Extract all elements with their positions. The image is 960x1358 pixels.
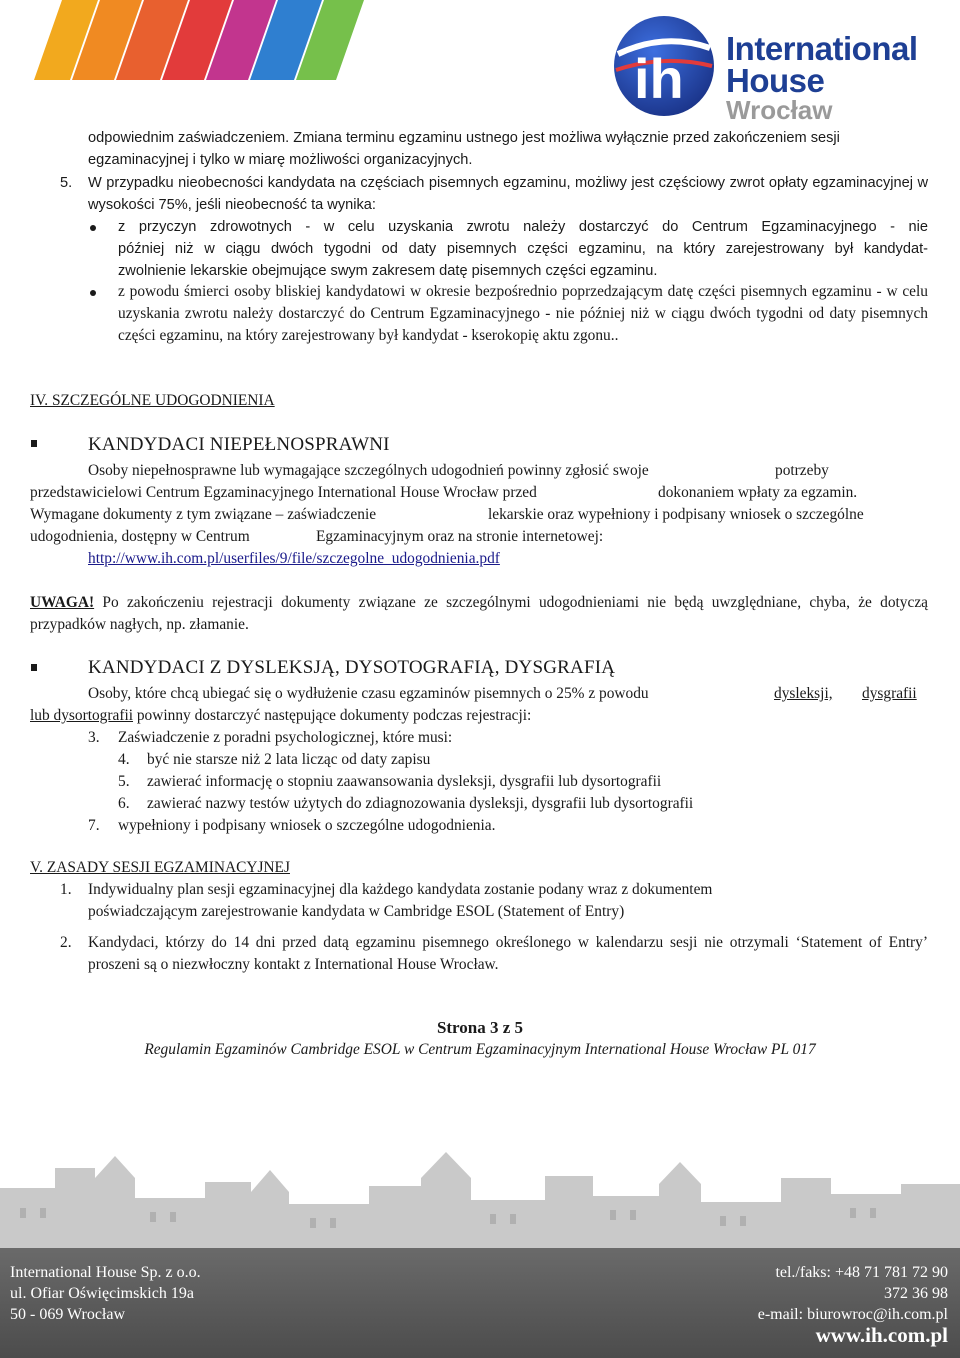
disabled-p4-a: udogodnienia, dostępny w Centrum [30,528,250,545]
disabled-p2-a: przedstawicielowi Centrum Egzaminacyjnego International House Wrocław przed [30,484,537,501]
dyslexia-p1-a: Osoby, które chcą ubiegać się o wydłużenie czasu egzaminów pisemnych o 25% z powodu [88,685,649,702]
contact-phone: tel./faks: +48 71 781 72 90 [775,1264,948,1281]
s5-item-1-line-1: Indywidualny plan sesji egzaminacyjnej dla każdego kandydata zostanie podany wraz z dokumentem [88,881,713,898]
company-contact [758,1262,948,1346]
bullet-1-line-3: zwolnienie lekarskie obejmujące swym zakresem datę pisemnych części egzaminu. [118,263,658,279]
bullet-icon [90,290,96,296]
logo-wordmark [726,32,918,123]
dyslexia-p2-a: lub dysortografii [30,707,134,724]
accommodations-pdf-link[interactable]: http://www.ih.com.pl/userfiles/9/file/szczegolne_udogodnienia.pdf [88,550,500,567]
warning-paragraph [30,592,928,636]
disabled-p2-b: dokonaniem wpłaty za egzamin. [658,484,858,501]
dyslexia-heading: KANDYDACI Z DYSLEKSJĄ, DYSOTOGRAFIĄ, DYSGRAFIĄ [88,657,616,678]
list-item-text: być nie starsze niż 2 lata licząc od daty zapisu [147,751,431,768]
logo-line2: House [726,62,825,99]
s5-item-1-line-2: poświadczającym zarejestrowanie kandydata w Cambridge ESOL (Statement of Entry) [88,903,625,920]
website-link[interactable]: www.ih.com.pl [815,1323,948,1347]
list-item-number: 3. [88,729,100,746]
company-city: 50 - 069 Wrocław [10,1306,126,1323]
list-item-number: 4. [118,751,130,768]
company-name: International House Sp. z o.o. [10,1264,201,1281]
s5-item-2-number: 2. [60,934,72,951]
list-item-text: zawierać informację o stopniu zaawansowania dysleksji, dysgrafii lub dysortografii [147,773,662,790]
page-number: Strona 3 z 5 [436,1018,524,1037]
contact-phone-2: 372 36 98 [884,1285,948,1302]
dyslexia-p2-b: powinny dostarczyć następujące dokumenty podczas rejestracji: [133,707,532,724]
svg-text:ih: ih [634,47,684,110]
list-item-number: 7. [88,817,100,834]
section-4-title: IV. SZCZEGÓLNE UDOGODNIENIA [30,392,275,409]
ih-circle-icon [612,14,716,118]
bullet-1-line-1: z przyczyn zdrowotnych - w celu uzyskania zwrotu należy dostarczyć do Centrum Egzaminacyjnego - nie [118,219,928,235]
document-title: Regulamin Egzaminów Cambridge ESOL w Centrum Egzaminacyjnym International House Wrocław PL 017 [144,1041,816,1058]
disabled-p3-b: lekarskie oraz wypełniony i podpisany wniosek o szczególne [488,506,864,523]
logo-line1: International [726,30,918,67]
warning-text: Po zakończeniu rejestracji dokumenty związane ze szczególnymi udogodnieniami nie będą uwzględniane, chyba, że dotyczą przypadków nagłych, np. złamanie. [30,594,928,633]
color-stripes-decoration [0,0,380,80]
s5-item-1-number: 1. [60,881,72,898]
list-item-text: zawierać nazwy testów użytych do zdiagnozowania dysleksji, dysgrafii lub dysortografii [147,795,694,812]
list-item-text: Zaświadczenie z poradni psychologicznej, które musi: [118,729,453,746]
disabled-p1-b: potrzeby [775,462,829,479]
bullet-icon [90,225,96,231]
bullet-1-line-2: później niż w ciągu dwóch tygodni od daty pisemnych części egzaminu, na który zarejestrowany był kandydat- [118,241,928,257]
section-5-title: V. ZASADY SESJI EGZAMINACYJNEJ [30,859,290,876]
square-bullet-icon [31,664,37,671]
city-skyline-decoration [0,1148,960,1258]
disabled-candidates-heading: KANDYDACI NIEPEŁNOSPRAWNI [88,434,390,455]
logo-line3: Wrocław [726,95,833,125]
square-bullet-icon [31,440,37,447]
list-item-number: 5. [118,773,130,790]
disabled-p1-a: Osoby niepełnosprawne lub wymagające szczególnych udogodnień powinny zgłosić swoje [88,462,649,479]
contact-email[interactable]: e-mail: biurowroc@ih.com.pl [757,1306,948,1323]
dyslexia-p2 [30,705,531,727]
continuation-line-1: odpowiednim zaświadczeniem. Zmiana terminu egzaminu ustnego jest możliwa wyłącznie przed zakończeniem sesji [88,130,840,146]
warning-label: UWAGA! [30,594,95,611]
company-street: ul. Ofiar Oświęcimskich 19a [10,1285,194,1302]
dyslexia-p1-c: dysgrafii [862,685,917,702]
item-5-number: 5. [60,175,73,191]
s5-item-2-text: Kandydaci, którzy do 14 dni przed datą egzaminu pisemnego określonego w kalendarzu sesji nie otrzymali ‘Statement of Entry’ proszeni są o niezwłoczny kontakt z International House Wrocław. [88,934,928,973]
bullet-2-text: z powodu śmierci osoby bliskiej kandydatowi w okresie bezpośrednio poprzedzającym datę części pisemnych egzaminu - w celu uzyskania zwrotu należy dostarczyć do Centrum Egzaminacyjnego - nie później niż w ciągu dwóch tygodni od daty pisemnych części egzaminu, na który zarejestrowany był kandydat - kserokopię aktu zgonu.. [118,283,928,344]
ih-logo [612,10,942,125]
company-address [10,1262,201,1325]
disabled-p4-b: Egzaminacyjnym oraz na stronie internetowej: [316,528,604,545]
dyslexia-p1-b: dysleksji, [774,685,833,702]
list-item-number: 6. [118,795,130,812]
disabled-p3-a: Wymagane dokumenty z tym związane – zaświadczenie [30,506,377,523]
continuation-line-2: egzaminacyjnej i tylko w miarę możliwości organizacyjnych. [88,152,473,168]
list-item-text: wypełniony i podpisany wniosek o szczególne udogodnienia. [118,817,496,834]
item-5-text: W przypadku nieobecności kandydata na częściach pisemnych egzaminu, możliwy jest częściowy zwrot opłaty egzaminacyjnej w wysokości 75%, jeśli nieobecność ta wynika: [88,175,928,213]
